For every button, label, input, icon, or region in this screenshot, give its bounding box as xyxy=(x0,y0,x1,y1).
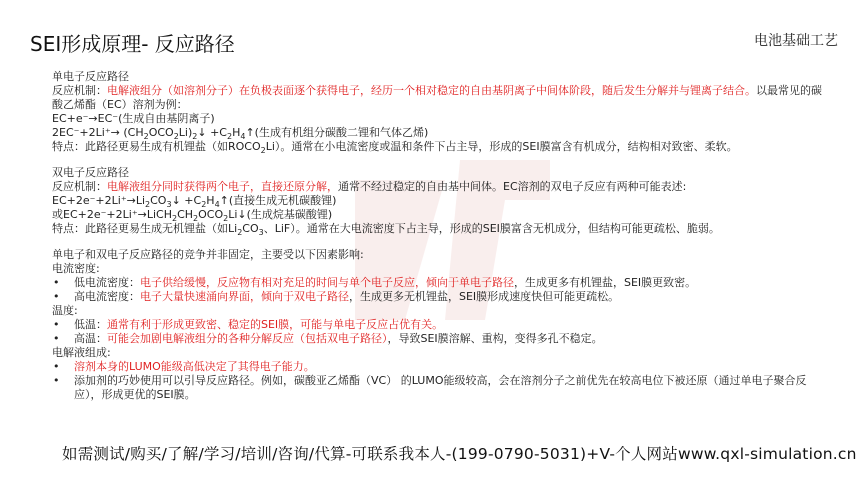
double-mechanism: 反应机制：电解液组分同时获得两个电子，直接还原分解，通常不经过稳定的自由基中间体。EC溶剂的双电子反应有两种可能表述: xyxy=(52,180,687,193)
double-equation-1: $EC+2e^-+2Li^+\to Li_2CO_3↓$ $+C_2H_4↑$(直接生成无机碳酸锂) xyxy=(52,194,337,210)
double-feature: 特点：此路径更易生成无机锂盐（如$Li_2CO_3$、LiF）。通常在大电流密度下占主导，形成的SEI膜富含无机成分，但结构可能更疏松、脆弱。 xyxy=(52,222,720,238)
current-list xyxy=(52,276,832,304)
single-equation-2: $2EC^-+2Li^+\to (CH_2OCO_2Li)_2↓$ $+C_2H_4↑$(生成有机组分碳酸二锂和气体乙烯) xyxy=(52,126,429,142)
list-item: • 溶剂本身的LUMO能级高低决定了其得电子能力。 xyxy=(52,360,832,374)
slide-title: SEI形成原理- 反应路径 xyxy=(30,32,235,56)
brand-label: 电池基础工艺 xyxy=(754,33,838,49)
content-body xyxy=(52,70,832,402)
footer-contact: 如需测试/购买/了解/学习/培训/咨询/代算-可联系我本人-(199-0790-5031)+V-个人网站www.qxl-simulation.cn xyxy=(62,445,857,463)
double-heading: 双电子反应路径 xyxy=(52,166,129,179)
current-heading: 电流密度: xyxy=(52,262,100,275)
double-equation-2: 或$EC+2e^-+2Li^+\to LiCH_2CH_2OCO_2Li↓$(生成烷基碳酸锂) xyxy=(52,208,333,224)
electrolyte-list xyxy=(52,360,832,402)
single-heading: 单电子反应路径 xyxy=(52,70,129,83)
list-item: • 高电流密度：电子大量快速涌向界面，倾向于双电子路径，生成更多无机锂盐，SEI膜形成速度快但可能更疏松。 xyxy=(52,290,832,304)
competition-intro: 单电子和双电子反应路径的竞争并非固定，主要受以下因素影响: xyxy=(52,248,364,261)
electrolyte-heading: 电解液组成: xyxy=(52,346,111,359)
list-item: • 低温：通常有利于形成更致密、稳定的SEI膜，可能与单电子反应占优有关。 xyxy=(52,318,832,332)
temperature-list xyxy=(52,318,832,346)
list-item: • 添加剂的巧妙使用可以引导反应路径。例如，碳酸亚乙烯酯（VC） 的LUMO能级较高，会在溶剂分子之前优先在较高电位下被还原（通过单电子聚合反应），形成更优的SEI膜。 xyxy=(52,374,832,402)
single-equation-1: EC+e⁻→EC⁻(生成自由基阴离子) xyxy=(52,112,215,125)
temperature-heading: 温度: xyxy=(52,304,78,317)
single-feature: 特点：此路径更易生成有机锂盐（如$ROCO_2Li$）。通常在小电流密度或温和条件下占主导，形成的SEI膜富含有机成分，结构相对致密、柔软。 xyxy=(52,140,738,156)
list-item: • 高温：可能会加剧电解液组分的各种分解反应（包括双电子路径），导致SEI膜溶解、重构，变得多孔不稳定。 xyxy=(52,332,832,346)
list-item: • 低电流密度：电子供给缓慢，反应物有相对充足的时间与单个电子反应，倾向于单电子路径，生成更多有机锂盐，SEI膜更致密。 xyxy=(52,276,832,290)
single-mechanism: 反应机制：电解液组分（如溶剂分子）在负极表面逐个获得电子，经历一个相对稳定的自由基阴离子中间体阶段，随后发生分解并与锂离子结合。以最常见的碳酸乙烯酯（EC）溶剂为例： xyxy=(52,84,822,111)
